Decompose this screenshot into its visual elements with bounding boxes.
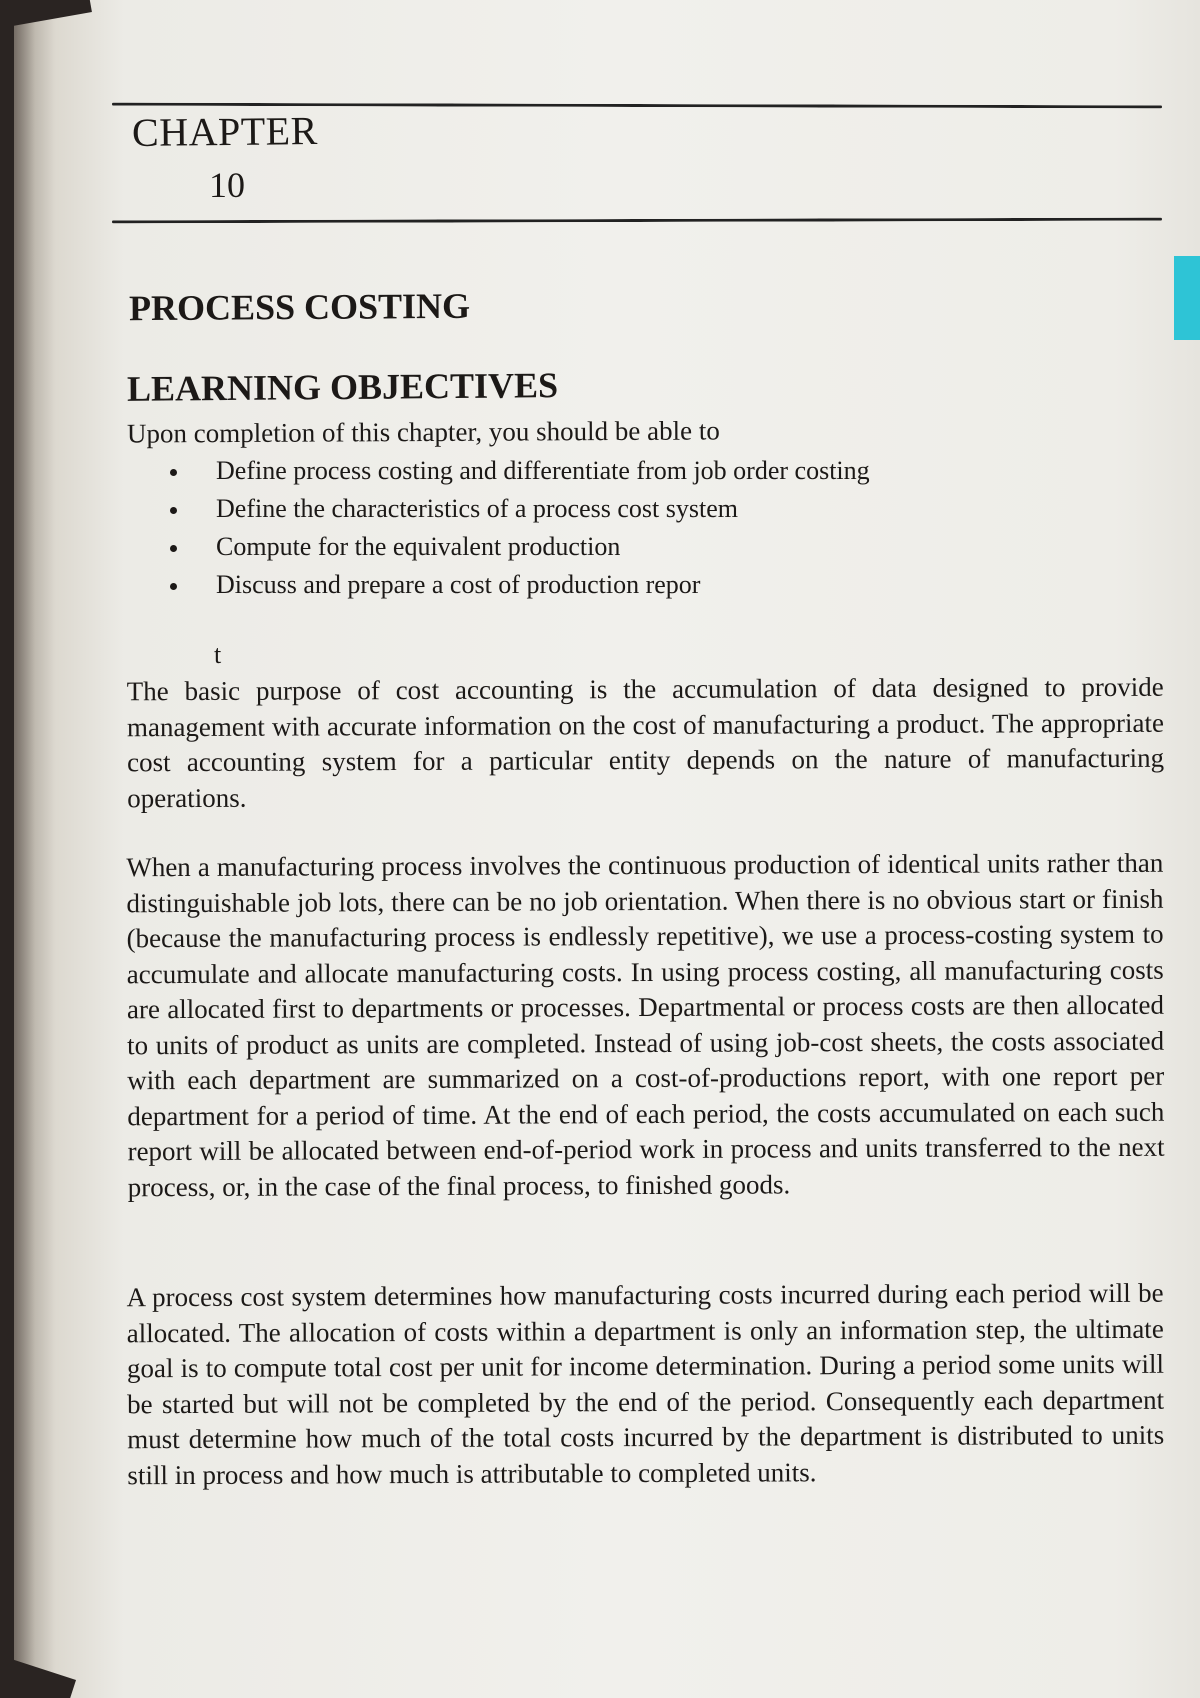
page-corner-shadow-bottom bbox=[14, 1658, 76, 1698]
objective-item: Define the characteristics of a process cost system bbox=[164, 490, 1064, 528]
stray-character: t bbox=[214, 640, 222, 669]
body-paragraph-1: The basic purpose of cost accounting is the accumulation of data designed to provide management with accurate information on the cost of manufacturing a product. The appropriate cost accounting system for a particular entity depends on the nature of manufacturing operations. bbox=[126, 671, 1165, 813]
chapter-number: 10 bbox=[209, 165, 245, 205]
page-corner-shadow-top bbox=[14, 0, 92, 28]
objective-item: Compute for the equivalent production bbox=[164, 528, 1064, 566]
chapter-title: PROCESS COSTING bbox=[128, 285, 471, 329]
chapter-rule-bottom bbox=[112, 218, 1162, 224]
chapter-label: CHAPTER bbox=[131, 108, 318, 155]
page-tab-marker bbox=[1174, 256, 1200, 340]
learning-objectives-heading: LEARNING OBJECTIVES bbox=[126, 365, 559, 409]
learning-objectives-intro: Upon completion of this chapter, you should be able to bbox=[126, 415, 720, 449]
body-paragraph-3: A process cost system determines how manufacturing costs incurred during each period will be allocated. The allocation of costs within a department is only an information step, the ultimate goal is to compute total cost per unit for income determination. During a period some units will be started but will not be completed by the end of the period. Consequently each department must determine how much of the total costs incurred by the department is distributed to units still in process and how much is attributable to completed units. bbox=[126, 1277, 1165, 1490]
learning-objectives-list bbox=[164, 452, 1064, 604]
book-page bbox=[14, 0, 1200, 1698]
objective-item: Define process costing and differentiate from job order costing bbox=[164, 452, 1064, 490]
objective-item: Discuss and prepare a cost of production repor bbox=[164, 566, 1064, 604]
body-paragraph-2: When a manufacturing process involves the continuous production of identical units rather than distinguishable job lots, there can be no job orientation. When there is no obvious start or finish (because the manufacturing process is endlessly repetitive), we use a process-costing system to accumulate and allocate manufacturing costs. In using process costing, all manufacturing costs are allocated first to departments or processes. Departmental or process costs are then allocated to units of product as units are completed. Instead of using job-cost sheets, the costs associated with each department are summarized on a cost-of-productions report, with one report per department for a period of time. At the end of each period, the costs accumulated on each such report will be allocated between end-of-period work in process and units transferred to the next process, or, in the case of the final process, to finished goods. bbox=[126, 847, 1165, 1202]
